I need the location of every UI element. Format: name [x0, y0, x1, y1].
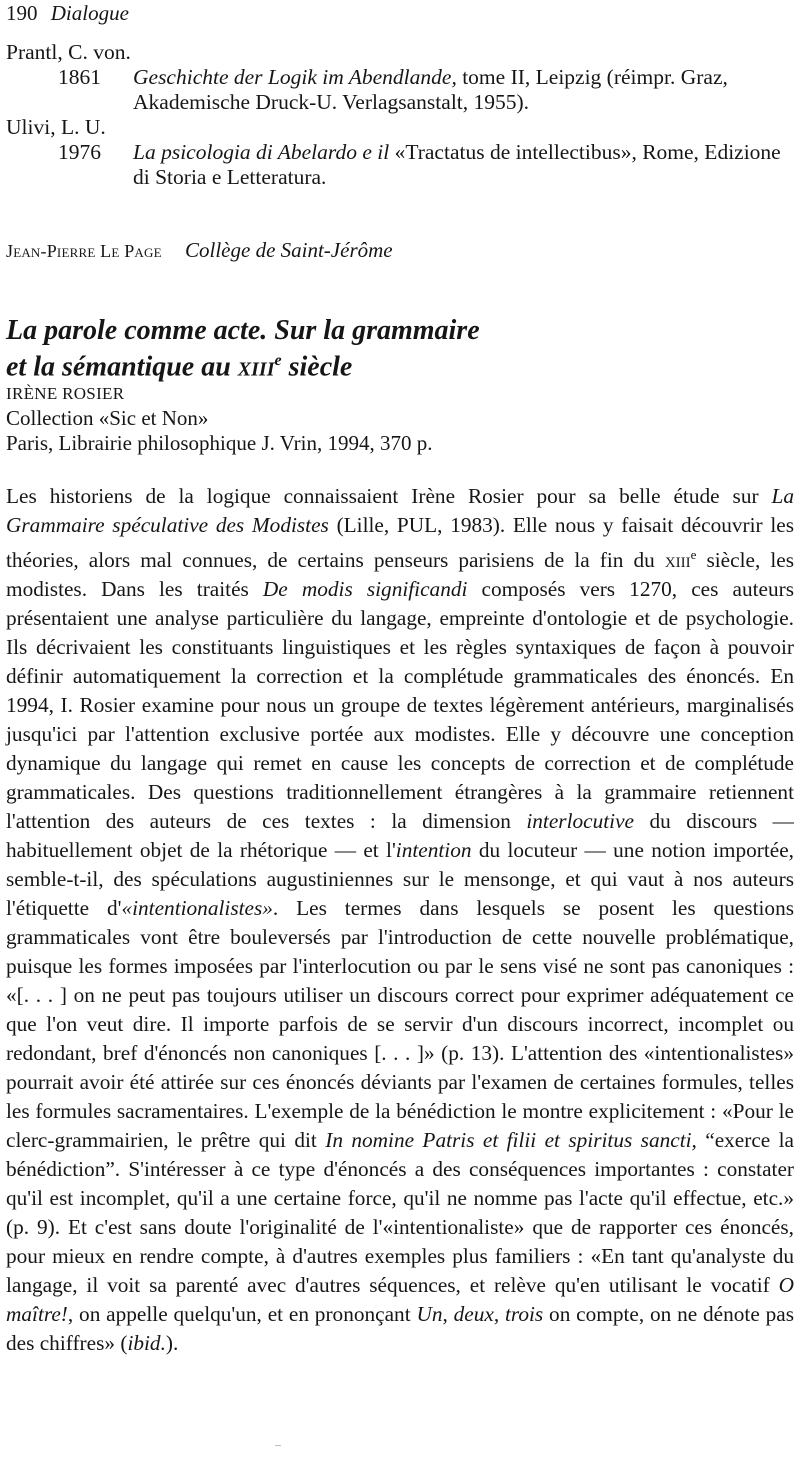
book-title [6, 316, 480, 382]
journal-title: Dialogue [50, 1, 129, 25]
text-run: . Les termes dans lesquels se posent les questions grammaticales vont être bouleversés par l'introduction de cette nouvelle problématique, puisque les formes imposées par l'interlocution ou par le sens visé ne sont pas canoniques : «[. . . ] on ne peut pas toujours utiliser un discours correct pour exprimer adéquatement ce que l'on veut dire. Il importe parfois de se servir d'un discours incorrect, incomplet ou redondant, bref d'énoncés non canoniques [. . . ]» (p. 13). L'attention des «intentionalistes» pourrait avoir été attirée sur ces énoncés déviants par l'examen de certaines formules, telles les formules sacramentaires. L'exemple de la bénédiction le montre explicitement : «Pour le clerc-grammairien, le prêtre qui dit [6, 896, 795, 1153]
review-body [6, 482, 794, 1358]
reference-entry [58, 140, 796, 190]
text-run: “exerce la bénédiction”. S'intéresser à ce type d'énoncés a des conséquences importantes : constater qu'il est incomplet, qu'il a une certaine force, qu'il ne nomme pas l'acte qu'il effectue, etc.» (p. 9). Et c'est sans doute l'originalité de l'«intentionaliste» que de rapporter ces énoncés, pour mieux en rendre compte, à d'autres exemples plus familiers : «En tant qu'analyste du langage, il voit sa parenté avec d'autres séquences, et relève qu'en utilisant le vocatif [6, 1128, 794, 1298]
text-run: du locuteur — une notion importée, semble-t-il, des spéculations augustiniennes sur le mensonge, et qui vaut à nos auteurs l'étiquette d' [6, 838, 794, 921]
reviewer-name: Jean-Pierre Le Page [6, 241, 162, 261]
text-run: , [442, 1302, 454, 1327]
book-publisher: Paris, Librairie philosophique J. Vrin, 1994, 370 p. [6, 431, 433, 455]
reviewer-institution: Collège de Saint-Jérôme [185, 238, 393, 262]
review-paragraph [6, 482, 794, 1358]
book-title-line-2 [6, 346, 480, 382]
text-run: , [493, 1302, 505, 1327]
reference-author: Ulivi, L. U. [6, 115, 106, 139]
reference-title: Geschichte der Logik im Abendlande, [133, 65, 457, 89]
italic-run: La Grammaire spéculative des Modistes [6, 484, 794, 537]
reference-year: 1861 [58, 65, 101, 89]
book-collection: Collection «Sic et Non» [6, 406, 209, 430]
book-title-part: et la sémantique au [6, 351, 238, 383]
text-run: composés vers 1270, ces auteurs présentaient une analyse particulière du langage, empreinte d'ontologie et de psychologie. Ils décrivaient les constituants linguistiques et les règles syntaxiques de façon à pouvoir définir automatiquement la correction et la complétude grammaticales des énoncés. En 1994, I. Rosier examine pour nous un groupe de textes légèrement antérieurs, marginalisés jusqu'ici par l'attention exclusive portée aux modistes. Elle y découvre une conception dynamique du langage qui remet en cause les concepts de correction et de complétude grammaticales. Des questions traditionnellement étrangères à la grammaire retiennent l'attention des auteurs de ces textes : la dimension [6, 577, 794, 834]
text-run: siècle, les modistes. Dans les traités [6, 548, 794, 602]
reference-text [133, 140, 796, 190]
century-superscript: e [690, 547, 697, 562]
reference-list [6, 40, 796, 190]
reference-author: Prantl, C. von. [6, 40, 131, 64]
century-numeral: xiii [664, 548, 691, 573]
italic-run: Un [416, 1302, 443, 1327]
book-title-superscript: e [274, 352, 282, 369]
book-metadata [6, 381, 432, 456]
italic-run: In nomine Patris et filii et spiritus sancti, [325, 1128, 697, 1153]
scan-mark [275, 1445, 281, 1446]
italic-run: intention [395, 838, 472, 863]
italic-run: ibid. [127, 1331, 166, 1356]
book-title-line-1: La parole comme acte. Sur la grammaire [6, 315, 480, 346]
text-run: du discours — habituellement objet de la rhétorique — et l' [6, 809, 794, 863]
italic-run: «intentionalistes» [121, 896, 273, 921]
text-run: , on appelle quelqu'un, et en prononçant [67, 1302, 417, 1327]
running-head [6, 1, 129, 26]
reference-entry [58, 65, 796, 115]
book-author: IRÈNE ROSIER [6, 384, 125, 403]
reference-text [133, 65, 796, 115]
italic-run: deux [453, 1302, 494, 1327]
reference-title: La psicologia di Abelardo e il [133, 140, 390, 164]
text-run: Les historiens de la logique connaissaient Irène Rosier pour sa belle étude sur [6, 484, 772, 508]
italic-run: interlocutive [526, 809, 634, 834]
text-run: on compte, on ne dénote pas des chiffres» ( [6, 1302, 794, 1356]
reference-details: «Tractatus de intellectibus», Rome, Edizione di Storia e Letteratura. [133, 140, 781, 189]
text-run: (Lille, PUL, 1983). Elle nous y faisait découvrir les théories, alors mal connues, de certains penseurs parisiens de la fin du [6, 513, 794, 573]
italic-run: De modis significandi [262, 577, 468, 602]
page-number: 190 [6, 1, 38, 25]
reference-year: 1976 [58, 140, 101, 164]
italic-run: trois [504, 1302, 544, 1327]
italic-run: O maître! [6, 1273, 794, 1327]
book-title-century: xiii [237, 351, 275, 383]
review-signature [6, 238, 393, 263]
reference-details: tome II, Leipzig (réimpr. Graz, Akademische Druck-U. Verlagsanstalt, 1955). [133, 65, 728, 114]
book-title-part: siècle [281, 351, 353, 383]
text-run: ). [165, 1331, 179, 1356]
